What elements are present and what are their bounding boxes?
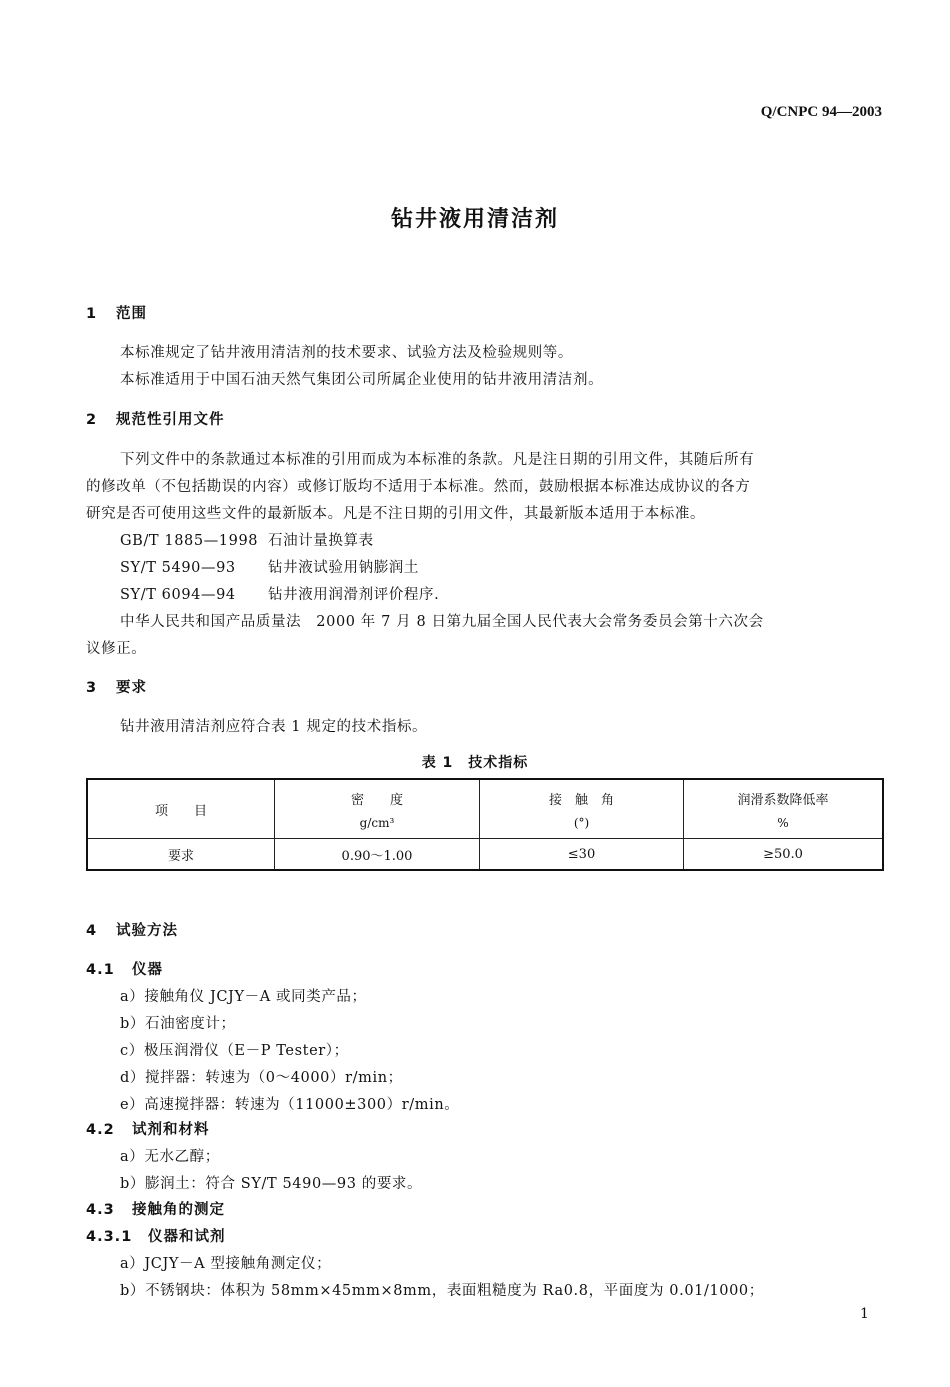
- section-number: 3: [86, 680, 98, 696]
- table-cell: ≥50.0: [684, 839, 884, 871]
- paragraph: 本标准适用于中国石油天然气集团公司所属企业使用的钻井液用清洁剂。: [120, 372, 604, 388]
- subsection-number: 4.1: [86, 962, 115, 978]
- section-number: 4: [86, 923, 98, 939]
- list-item: a）JCJY－A 型接触角测定仪；: [120, 1256, 332, 1272]
- paragraph-line: 的修改单（不包括勘误的内容）或修订版均不适用于本标准。然而，鼓励根据本标准达成协议的各方: [86, 479, 751, 495]
- table-cell: ≤30: [480, 839, 684, 871]
- subsection-4-3-heading: [86, 1198, 225, 1219]
- subsection-title: 仪器和试剂: [148, 1229, 226, 1245]
- table-header-cell: 项 目: [87, 779, 275, 839]
- list-item: b）石油密度计；: [120, 1016, 236, 1032]
- reference-item: [120, 583, 439, 604]
- subsection-4-3-1-heading: [86, 1225, 226, 1246]
- table-header-cell: 润滑系数降低率 %: [684, 779, 884, 839]
- list-item: d）搅拌器：转速为（0～4000）r/min；: [120, 1070, 403, 1086]
- section-number: 1: [86, 306, 98, 322]
- reference-code: SY/T 5490—93: [120, 560, 236, 576]
- document-title: 钻井液用清洁剂: [390, 207, 559, 232]
- paragraph-line: 下列文件中的条款通过本标准的引用而成为本标准的条款。凡是注日期的引用文件，其随后所有: [120, 452, 755, 468]
- list-item: b）膨润土：符合 SY/T 5490—93 的要求。: [120, 1176, 423, 1192]
- subsection-title: 接触角的测定: [132, 1202, 225, 1218]
- list-item: e）高速搅拌器：转速为（11000±300）r/min。: [120, 1097, 460, 1113]
- table-cell: 0.90～1.00: [275, 839, 480, 871]
- paragraph: 本标准规定了钻井液用清洁剂的技术要求、试验方法及检验规则等。: [120, 345, 573, 361]
- reference-code: GB/T 1885—1998: [120, 533, 259, 549]
- subsection-number: 4.3.1: [86, 1229, 133, 1245]
- reference-title: 钻井液用润滑剂评价程序.: [268, 587, 440, 603]
- page-number: 1: [860, 1306, 869, 1322]
- table-header-cell: 接 触 角 (°): [480, 779, 684, 839]
- list-item: a）无水乙醇；: [120, 1149, 220, 1165]
- subsection-number: 4.2: [86, 1122, 115, 1138]
- spec-table: [86, 778, 884, 871]
- standard-code: Q/CNPC 94—2003: [760, 104, 882, 120]
- law-reference-line: 中华人民共和国产品质量法 2000 年 7 月 8 日第九届全国人民代表大会常务委员会第十六次会: [120, 614, 764, 630]
- list-item: a）接触角仪 JCJY－A 或同类产品；: [120, 989, 367, 1005]
- table-row: [87, 839, 883, 871]
- section-title: 规范性引用文件: [116, 412, 225, 428]
- list-item: b）不锈钢块：体积为 58mm×45mm×8mm，表面粗糙度为 Ra0.8，平面度为 0.01/1000；: [120, 1283, 764, 1299]
- subsection-4-1-heading: [86, 958, 163, 979]
- paragraph-line: 研究是否可使用这些文件的最新版本。凡是不注日期的引用文件，其最新版本适用于本标准。: [86, 506, 706, 522]
- reference-item: [120, 529, 374, 550]
- section-title: 试验方法: [116, 923, 178, 939]
- reference-title: 钻井液试验用钠膨润土: [268, 560, 419, 576]
- reference-code: SY/T 6094—94: [120, 587, 236, 603]
- law-reference-line: 议修正。: [86, 641, 147, 657]
- paragraph: 钻井液用清洁剂应符合表 1 规定的技术指标。: [120, 719, 428, 735]
- table-caption: 表 1 技术指标: [421, 755, 529, 771]
- section-title: 范围: [116, 306, 147, 322]
- section-title: 要求: [116, 680, 147, 696]
- table-header-cell: 密 度 g/cm³: [275, 779, 480, 839]
- reference-item: [120, 556, 419, 577]
- subsection-number: 4.3: [86, 1202, 115, 1218]
- section-1-heading: [86, 302, 147, 323]
- subsection-title: 仪器: [132, 962, 163, 978]
- table-cell: 要求: [87, 839, 275, 871]
- subsection-4-2-heading: [86, 1118, 210, 1139]
- subsection-title: 试剂和材料: [132, 1122, 210, 1138]
- table-header-row: [87, 779, 883, 839]
- reference-title: 石油计量换算表: [268, 533, 374, 549]
- list-item: c）极压润滑仪（E－P Tester）；: [120, 1043, 349, 1059]
- section-2-heading: [86, 408, 225, 429]
- section-3-heading: [86, 676, 147, 697]
- section-number: 2: [86, 412, 98, 428]
- section-4-heading: [86, 919, 178, 940]
